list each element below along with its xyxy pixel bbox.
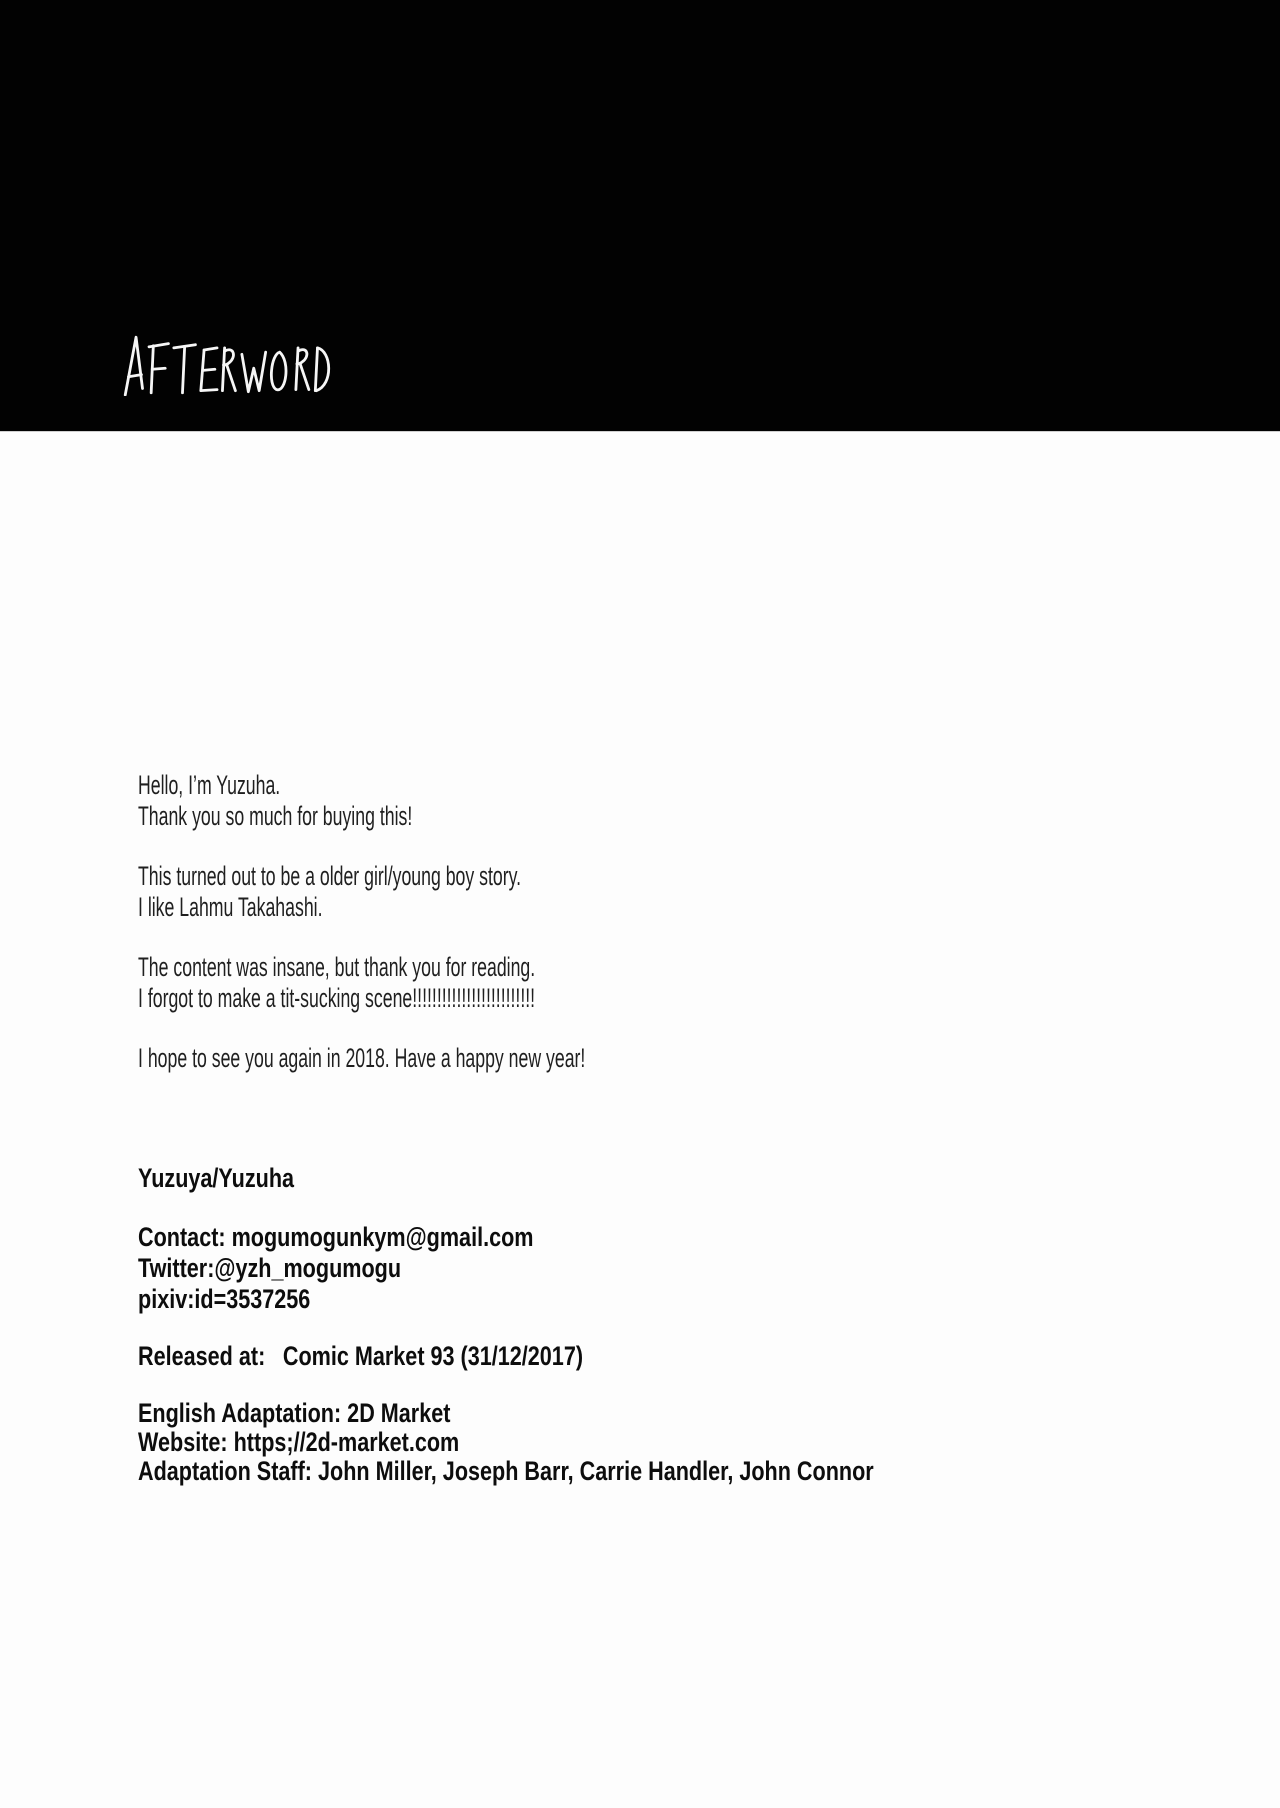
letter-paragraph-greeting [138, 770, 585, 832]
letter-line: The content was insane, but thank you for reading. [138, 952, 536, 982]
letter-body [138, 770, 585, 1103]
letter-line: This turned out to be a older girl/young boy story. [138, 861, 522, 891]
letter-line: I hope to see you again in 2018. Have a happy new year! [138, 1043, 586, 1073]
letter-paragraph-farewell [138, 1043, 585, 1074]
release-info [138, 1341, 583, 1372]
adaptation-website: Website: https;//2d-market.com [138, 1427, 460, 1457]
adaptation-staff: Adaptation Staff: John Miller, Joseph Barr, Carrie Handler, John Connor [138, 1456, 874, 1486]
letter-line: Hello, I’m Yuzuha. [138, 770, 281, 800]
contact-block [138, 1222, 533, 1315]
author-name: Yuzuya/Yuzuha [138, 1163, 295, 1193]
contact-pixiv: pixiv:id=3537256 [138, 1284, 311, 1314]
release-value: Comic Market 93 (31/12/2017) [282, 1341, 584, 1371]
afterword-title-text [0, 0, 1, 1]
letter-line: Thank you so much for buying this! [138, 801, 413, 831]
letter-paragraph-story [138, 861, 585, 923]
adaptation-block [138, 1399, 874, 1486]
afterword-banner [0, 0, 1280, 432]
afterword-handwritten-title [122, 334, 338, 396]
contact-email: Contact: mogumogunkym@gmail.com [138, 1222, 534, 1252]
release-label: Released at: [138, 1341, 266, 1371]
letter-line: I forgot to make a tit-sucking scene!!!!!!!!!!!!!!!!!!!!!!!!! [138, 983, 536, 1013]
letter-line: I like Lahmu Takahashi. [138, 892, 323, 922]
contact-twitter: Twitter:@yzh_mogumogu [138, 1253, 402, 1283]
letter-paragraph-thanks [138, 952, 585, 1014]
adaptation-credit: English Adaptation: 2D Market [138, 1398, 451, 1428]
